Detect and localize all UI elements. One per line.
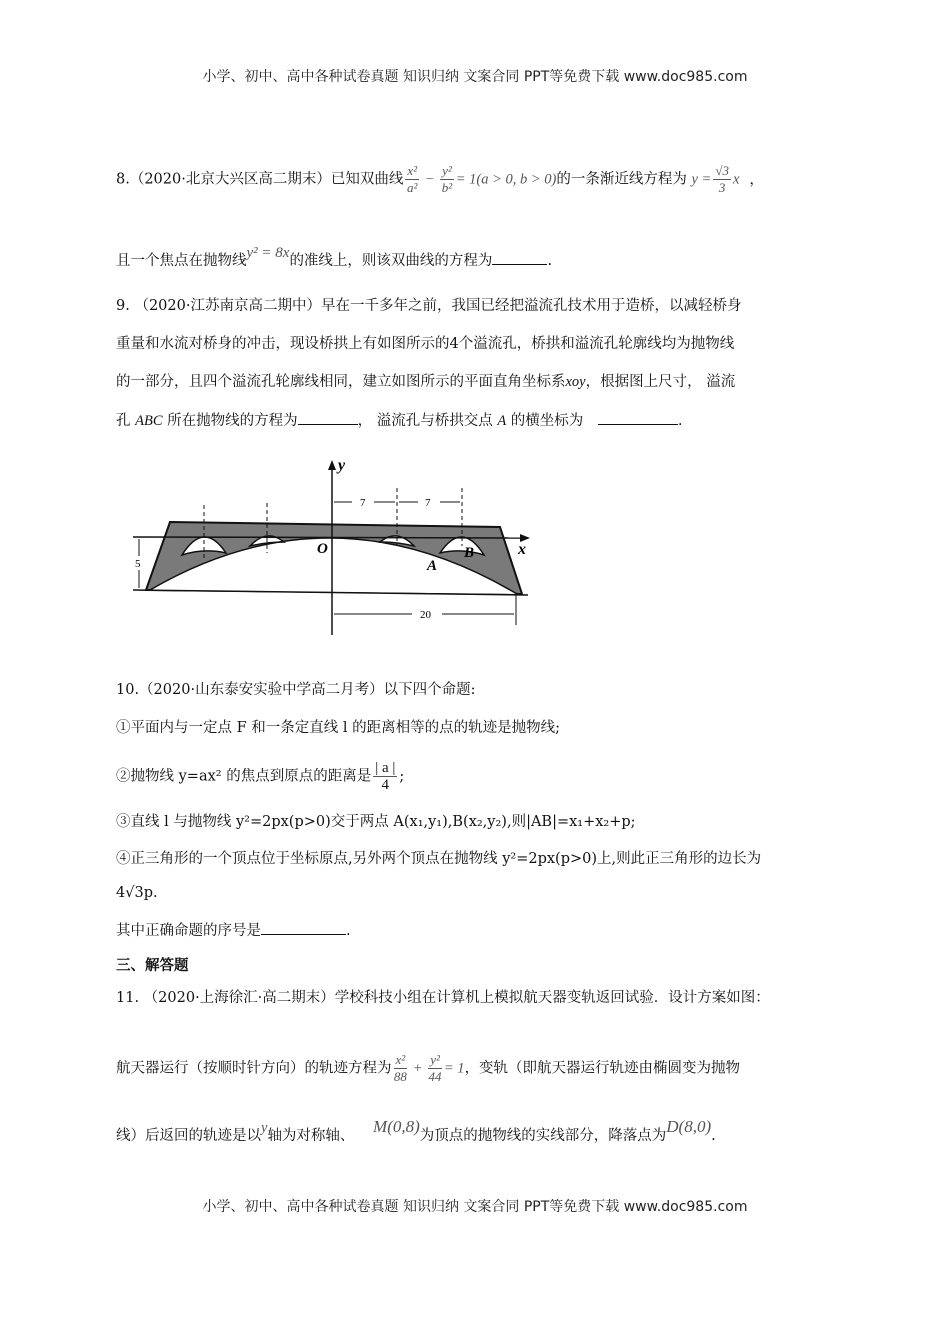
ellipse-frac-x: $\frac{\text{x²}}{88}$ [393, 1052, 407, 1084]
question-9-line-3: 的一部分，且四个溢流孔轮廓线相同，建立如图所示的平面直角坐标系xoy，根据图上尺寸， 溢流 [116, 374, 736, 390]
q8-asym-x: x [732, 171, 740, 188]
question-10-ask: 其中正确命题的序号是 . [116, 920, 351, 941]
question-10-title: 10.（2020·山东泰安实验中学高二月考）以下四个命题: [116, 682, 476, 698]
page-footer: 小学、初中、高中各种试卷真题 知识归纳 文案合同 PPT等免费下载 www.doc985.com [202, 1199, 748, 1215]
section-title: 三、解答题 [116, 958, 189, 974]
question-8-line-2: 且一个焦点在抛物线y² = 8x的准线上，则该双曲线的方程为 . [116, 245, 553, 269]
dim-20: 20 [420, 609, 431, 621]
dim-7-left: 7 [360, 497, 366, 509]
point-d: D(8,0) [666, 1117, 712, 1136]
q8-asym-lhs: y = [691, 171, 712, 188]
point-m: M(0,8) [373, 1117, 420, 1136]
q8-frac-y: $\frac{\text{y²}}{\text{b²}}$ [441, 163, 453, 195]
question-11-line-3: 线）后返回的轨迹是以y轴为对称轴、 M(0,8)为顶点的抛物线的实线部分，降落点为D(8,0). [116, 1117, 716, 1144]
dim-7-right: 7 [425, 497, 431, 509]
proposition-2: ②抛物线 y=ax² 的焦点到原点的距离是 $\frac{| a |}{4}$ ; [116, 760, 405, 793]
q8-prefix: 8.（2020·北京大兴区高二期末）已知双曲线 [116, 171, 404, 188]
q8-minus: − [421, 171, 439, 188]
question-11-line-1: 11. （2020·上海徐汇·高二期末）学校科技小组在计算机上模拟航天器变轨返回试验．设计方案如图： [116, 990, 770, 1006]
question-9-line-4: 孔 ABC 所在抛物线的方程为 ， 溢流孔与桥拱交点 A 的横坐标为 . [116, 410, 683, 431]
q8-comma: ， [749, 171, 764, 188]
point-b-label: B [464, 545, 475, 561]
question-9-line-2: 重量和水流对桥身的冲击，现设桥拱上有如图所示的4个溢流孔，桥拱和溢流孔轮廓线均为抛物线 [116, 336, 735, 352]
proposition-1: ①平面内与一定点 F 和一条定直线 l 的距离相等的点的轨迹是抛物线; [116, 720, 561, 736]
y-axis-label: y [338, 457, 346, 474]
proposition-4-value: 4√3p. [116, 885, 158, 901]
p2-fraction: $\frac{| a |}{4}$ [375, 760, 396, 793]
y-axis-arrow [328, 460, 336, 470]
q8-frac-x: $\frac{\text{x²}}{\text{a²}}$ [406, 163, 418, 195]
q8-mid: 的一条渐近线方程为 [556, 171, 687, 188]
proposition-3: ③直线 l 与抛物线 y²=2px(p>0)交于两点 A(x₁,y₁),B(x₂,y₂),则|AB|=x₁+x₂+p; [116, 814, 636, 830]
question-9-line-1: 9. （2020·江苏南京高二期中）早在一千多年之前，我国已经把溢流孔技术用于造桥，以减轻桥身 [116, 298, 742, 314]
origin-label: O [317, 541, 328, 557]
q10-answer-blank [261, 920, 346, 935]
proposition-4: ④正三角形的一个顶点位于坐标原点,另外两个顶点在抛物线 y²=2px(p>0)上,则此正三角形的边长为 [116, 851, 762, 867]
x-axis [133, 537, 528, 538]
q8-condition: = 1(a > 0, b > 0) [455, 171, 557, 188]
question-11-line-2: 航天器运行（按顺时针方向）的轨迹方程为 $\frac{\text{x²}}{88}$ + $\frac{\text{y²}}{44}$ = 1，变轨（即航天器运行轨迹由椭圆变为抛物 [116, 1052, 741, 1084]
x-axis-label: x [518, 541, 526, 558]
point-a-label: A [427, 558, 438, 574]
q8-parabola: y² = 8x [246, 245, 290, 261]
q8-frac-sqrt3: $\frac{√3}{3}$ [715, 163, 729, 195]
dim-5: 5 [135, 558, 141, 570]
page-header: 小学、初中、高中各种试卷真题 知识归纳 文案合同 PPT等免费下载 www.doc985.com [202, 69, 748, 85]
ellipse-frac-y: $\frac{\text{y²}}{44}$ [428, 1052, 442, 1084]
